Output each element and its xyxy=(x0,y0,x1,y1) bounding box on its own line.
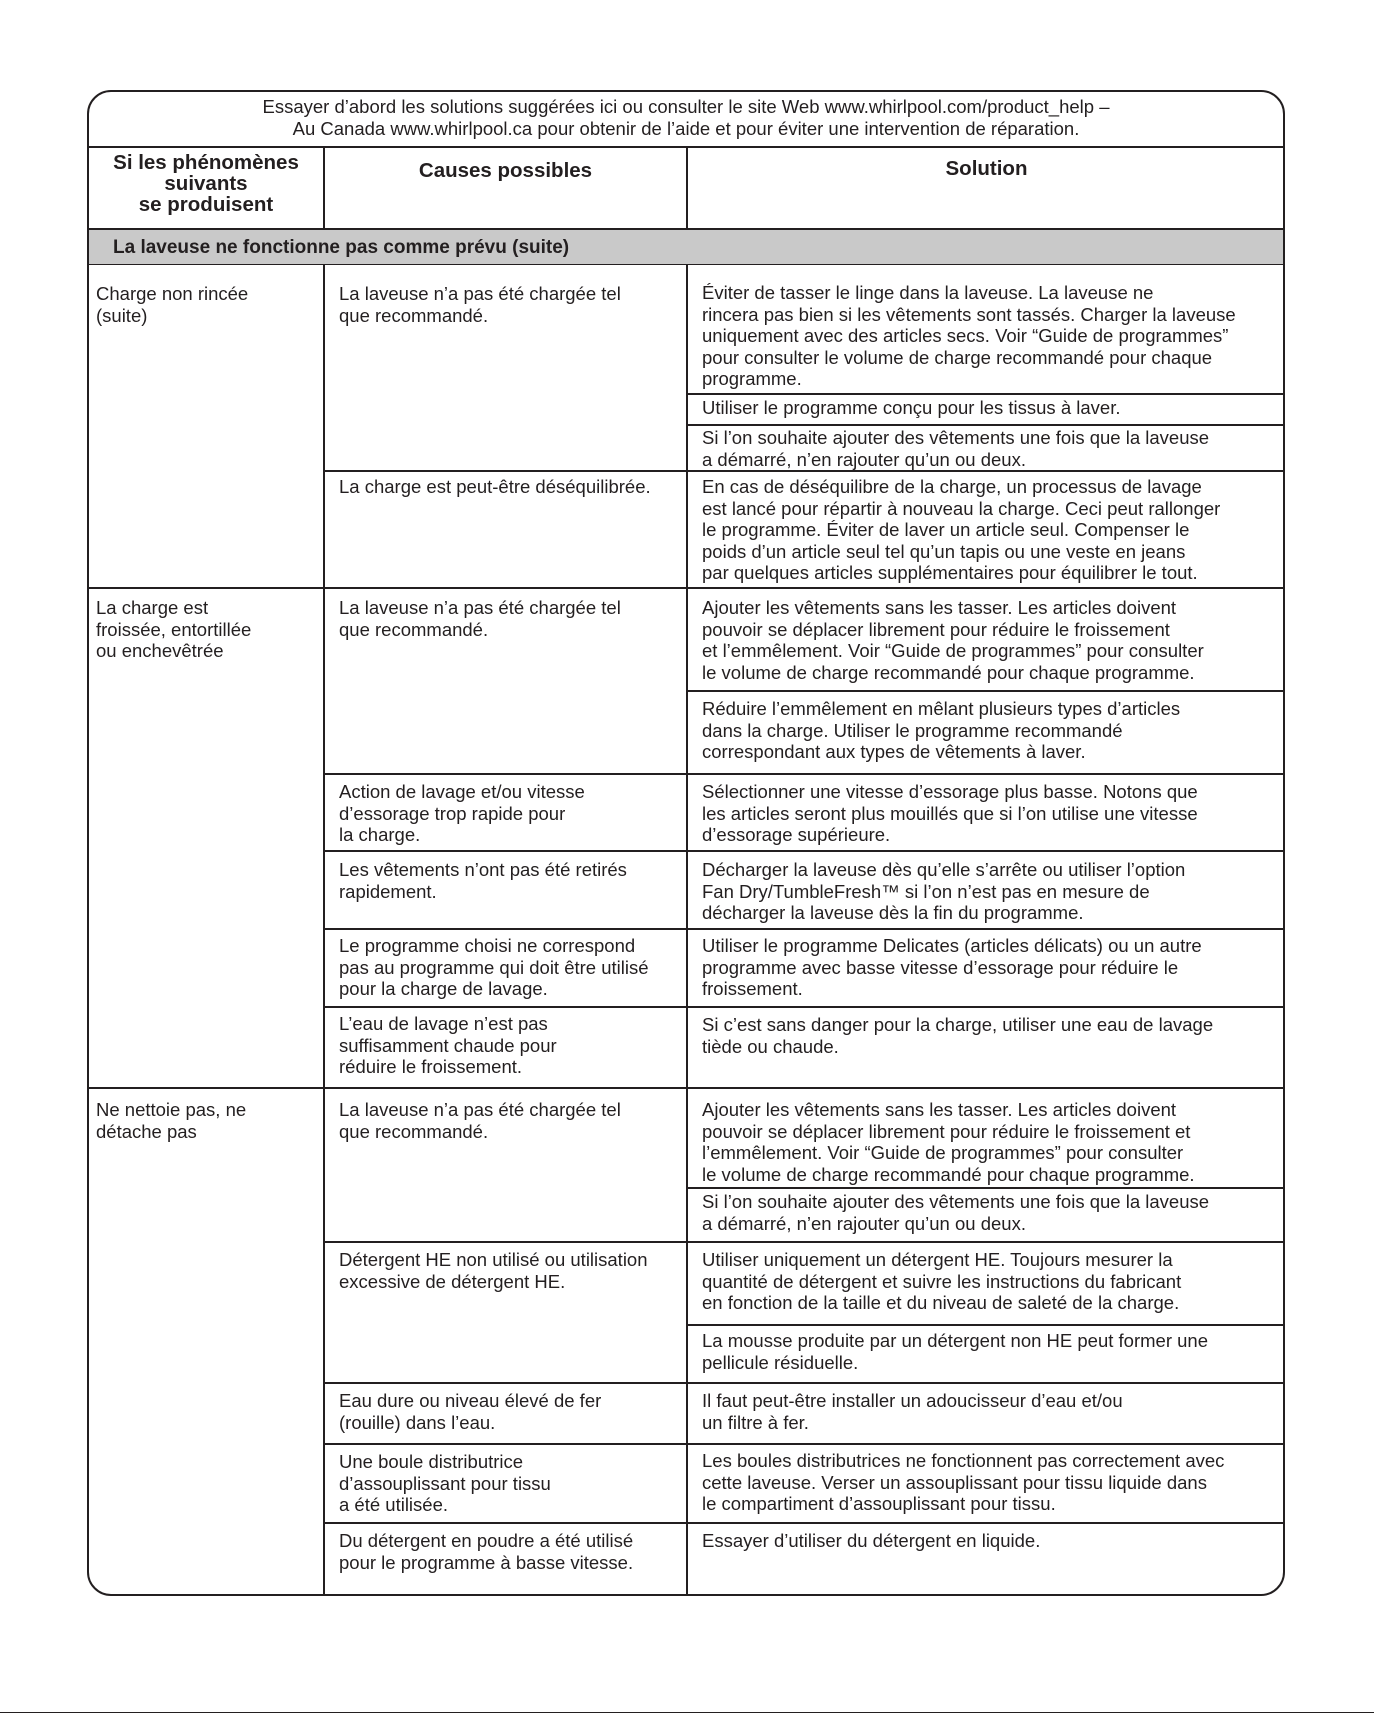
cause-divider xyxy=(325,928,1285,930)
symptom-cell: La charge est froissée, entortillée ou enchevêtrée xyxy=(96,597,252,661)
solution-divider xyxy=(688,690,1285,692)
intro-text xyxy=(89,92,1283,148)
cause-divider xyxy=(325,850,1285,852)
cause-cell: Le programme choisi ne correspond pas au programme qui doit être utilisé pour la charge de lavage. xyxy=(339,935,649,999)
cause-cell: La laveuse n’a pas été chargée tel que recommandé. xyxy=(339,283,621,326)
cause-cell: La charge est peut-être déséquilibrée. xyxy=(339,476,651,497)
symptom-cell: Ne nettoie pas, ne détache pas xyxy=(96,1099,247,1142)
column-divider xyxy=(323,146,325,230)
cause-cell: Détergent HE non utilisé ou utilisation excessive de détergent HE. xyxy=(339,1249,648,1292)
solution-cell: Si l’on souhaite ajouter des vêtements une fois que la laveuse a démarré, n’en rajouter qu’un ou deux. xyxy=(702,1191,1210,1234)
cause-divider xyxy=(325,1382,1285,1384)
cause-cell: Action de lavage et/ou vitesse d’essorage trop rapide pour la charge. xyxy=(339,781,585,845)
intro-line-2: Au Canada www.whirlpool.ca pour obtenir de l’aide et pour éviter une intervention de réparation. xyxy=(292,117,1080,139)
cause-cell: Les vêtements n’ont pas été retirés rapidement. xyxy=(339,859,627,902)
cause-divider xyxy=(325,1006,1285,1008)
cause-divider xyxy=(325,773,1285,775)
troubleshooting-table xyxy=(87,90,1285,1596)
solution-cell: Il faut peut-être installer un adoucisseur d’eau et/ou un filtre à fer. xyxy=(702,1390,1123,1433)
solution-cell: Ajouter les vêtements sans les tasser. Les articles doivent pouvoir se déplacer librement pour réduire le froissement et l’emmêlement. Voir “Guide de programmes” pour consulter le volume de charge recommandé pour chaque programme. xyxy=(702,597,1204,683)
cause-cell: La laveuse n’a pas été chargée tel que recommandé. xyxy=(339,597,621,640)
solution-cell: Utiliser uniquement un détergent HE. Toujours mesurer la quantité de détergent et suivre les instructions du fabricant en fonction de la taille et du niveau de saleté de la charge. xyxy=(702,1249,1182,1313)
cause-divider xyxy=(325,1522,1285,1524)
solution-cell: Sélectionner une vitesse d’essorage plus basse. Notons que les articles seront plus mouillés que si l’on utilise une vitesse d’essorage supérieure. xyxy=(702,781,1198,845)
section-title: La laveuse ne fonctionne pas comme prévu (suite) xyxy=(113,237,570,258)
solution-cell: Les boules distributrices ne fonctionnent pas correctement avec cette laveuse. Verser un assouplissant pour tissu liquide dans le compartiment d’assouplissant pour tissu. xyxy=(702,1450,1225,1514)
intro-line-1: Essayer d’abord les solutions suggérées ici ou consulter le site Web www.whirlpool.com/product_help – xyxy=(262,96,1110,117)
cause-cell: Une boule distributrice d’assouplissant pour tissu a été utilisée. xyxy=(339,1451,551,1515)
column-divider xyxy=(323,264,325,1596)
cause-cell: Du détergent en poudre a été utilisé pour le programme à basse vitesse. xyxy=(339,1530,634,1573)
solution-cell: En cas de déséquilibre de la charge, un processus de lavage est lancé pour répartir à nouveau la charge. Ceci peut rallonger le programme. Éviter de laver un article seul. Compenser le poids d’un article seul tel qu’un tapis ou une veste en jeans par quelques articles supplémentaires pour équilibrer le tout. xyxy=(702,476,1221,583)
page-bottom-rule xyxy=(0,1712,1374,1713)
solution-divider xyxy=(688,1187,1285,1189)
cause-cell: L’eau de lavage n’est pas suffisamment chaude pour réduire le froissement. xyxy=(339,1013,557,1077)
section-bar xyxy=(89,230,1283,264)
solution-cell: Si c’est sans danger pour la charge, utiliser une eau de lavage tiède ou chaude. xyxy=(702,1014,1214,1057)
cause-divider xyxy=(325,1443,1285,1445)
cause-divider xyxy=(325,470,1285,472)
solution-cell: Décharger la laveuse dès qu’elle s’arrête ou utiliser l’option Fan Dry/TumbleFresh™ si l’on n’est pas en mesure de décharger la laveuse dès la fin du programme. xyxy=(702,859,1186,923)
cause-cell: Eau dure ou niveau élevé de fer (rouille) dans l’eau. xyxy=(339,1390,602,1433)
solution-cell: La mousse produite par un détergent non HE peut former une pellicule résiduelle. xyxy=(702,1330,1208,1373)
solution-divider xyxy=(688,1324,1285,1326)
header-symptom: Si les phénomènes suivants se produisent xyxy=(113,151,299,216)
solution-cell: Ajouter les vêtements sans les tasser. Les articles doivent pouvoir se déplacer librement pour réduire le froissement et l’emmêlement. Voir “Guide de programmes” pour consulter le volume de charge recommandé pour chaque programme. xyxy=(702,1099,1195,1185)
solution-divider xyxy=(688,424,1285,426)
solution-cell: Si l’on souhaite ajouter des vêtements une fois que la laveuse a démarré, n’en rajouter qu’un ou deux. xyxy=(702,427,1210,470)
symptom-cell: Charge non rincée (suite) xyxy=(96,283,249,326)
cause-cell: La laveuse n’a pas été chargée tel que recommandé. xyxy=(339,1099,621,1142)
solution-cell: Éviter de tasser le linge dans la laveuse. La laveuse ne rincera pas bien si les vêtements sont tassés. Charger la laveuse uniquement avec des articles secs. Voir “Guide de programmes” pour consulter le volume de charge recommandé pour chaque programme. xyxy=(702,282,1236,389)
solution-cell: Essayer d’utiliser du détergent en liquide. xyxy=(702,1530,1041,1551)
solution-divider xyxy=(688,393,1285,395)
solution-cell: Utiliser le programme Delicates (articles délicats) ou un autre programme avec basse vitesse d’essorage pour réduire le froissement. xyxy=(702,935,1202,999)
header-solution: Solution xyxy=(945,157,1028,180)
cause-divider xyxy=(325,1241,1285,1243)
solution-cell: Utiliser le programme conçu pour les tissus à laver. xyxy=(702,397,1121,418)
header-cause: Causes possibles xyxy=(418,159,593,182)
solution-cell: Réduire l’emmêlement en mêlant plusieurs types d’articles dans la charge. Utiliser le programme recommandé correspondant aux types de vêtements à laver. xyxy=(702,698,1181,762)
